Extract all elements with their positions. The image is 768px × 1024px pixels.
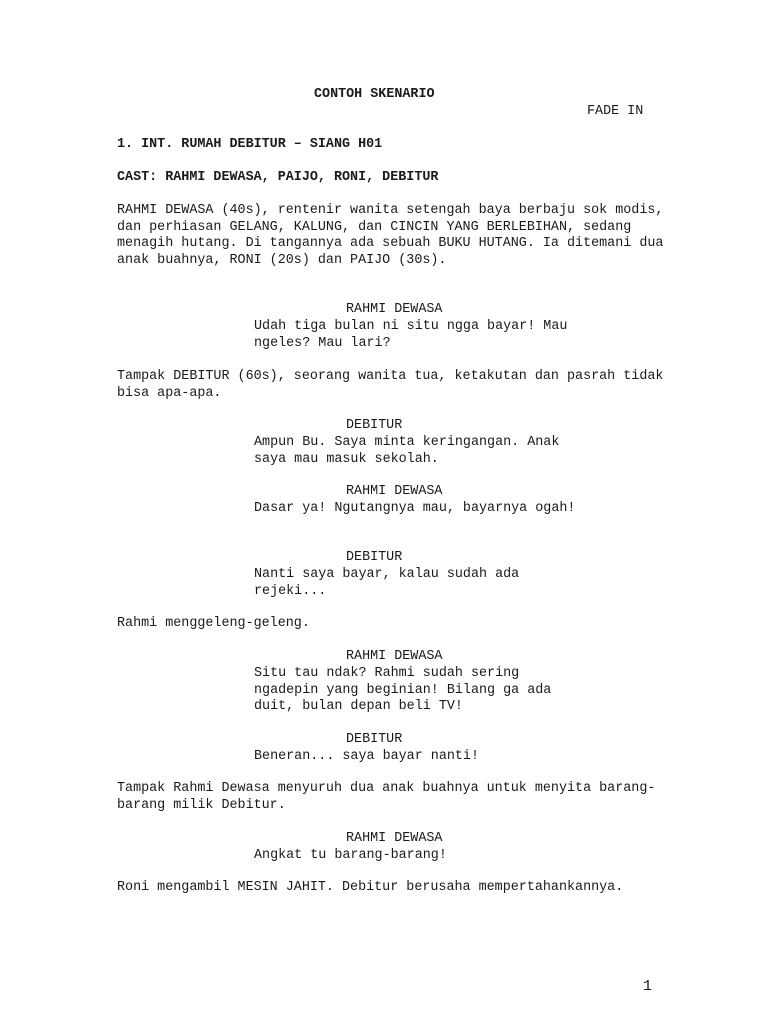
dialogue-2: Ampun Bu. Saya minta keringangan. Anak saya mau masuk sekolah. xyxy=(254,435,560,467)
transition-fade-in: FADE IN xyxy=(587,104,644,119)
action-paragraph-2: Tampak DEBITUR (60s), seorang wanita tua, ketakutan dan pasrah tidak bisa apa-apa. xyxy=(117,369,664,401)
cast-list: CAST: RAHMI DEWASA, PAIJO, RONI, DEBITUR xyxy=(117,170,439,185)
character-name-7: RAHMI DEWASA xyxy=(346,831,443,846)
action-paragraph-4: Tampak Rahmi Dewasa menyuruh dua anak buahnya untuk menyita barang-barang milik Debitur. xyxy=(117,781,656,813)
character-name-6: DEBITUR xyxy=(346,732,403,747)
dialogue-5: Situ tau ndak? Rahmi sudah sering ngadepin yang beginian! Bilang ga ada duit, bulan depan beli TV! xyxy=(254,666,552,714)
dialogue-6: Beneran... saya bayar nanti! xyxy=(254,749,479,764)
character-name-3: RAHMI DEWASA xyxy=(346,484,443,499)
character-name-2: DEBITUR xyxy=(346,418,403,433)
action-paragraph-3: Rahmi menggeleng-geleng. xyxy=(117,616,310,631)
dialogue-7: Angkat tu barang-barang! xyxy=(254,848,447,863)
scene-heading: 1. INT. RUMAH DEBITUR – SIANG H01 xyxy=(117,137,383,152)
action-paragraph-5: Roni mengambil MESIN JAHIT. Debitur berusaha mempertahankannya. xyxy=(117,880,624,895)
dialogue-4: Nanti saya bayar, kalau sudah ada rejeki... xyxy=(254,567,520,599)
dialogue-3: Dasar ya! Ngutangnya mau, bayarnya ogah! xyxy=(254,501,576,516)
character-name-1: RAHMI DEWASA xyxy=(346,302,443,317)
page-number: 1 xyxy=(643,978,653,995)
dialogue-1: Udah tiga bulan ni situ ngga bayar! Mau ngeles? Mau lari? xyxy=(254,319,568,351)
character-name-5: RAHMI DEWASA xyxy=(346,649,443,664)
character-name-4: DEBITUR xyxy=(346,550,403,565)
action-paragraph-1: RAHMI DEWASA (40s), rentenir wanita setengah baya berbaju sok modis, dan perhiasan GELANG, KALUNG, dan CINCIN YANG BERLEBIHAN, sedang menagih hutang. Di tangannya ada sebuah BUKU HUTANG. Ia ditemani dua anak buahnya, RONI (20s) dan PAIJO (30s). xyxy=(117,203,664,268)
script-title: CONTOH SKENARIO xyxy=(314,87,435,102)
